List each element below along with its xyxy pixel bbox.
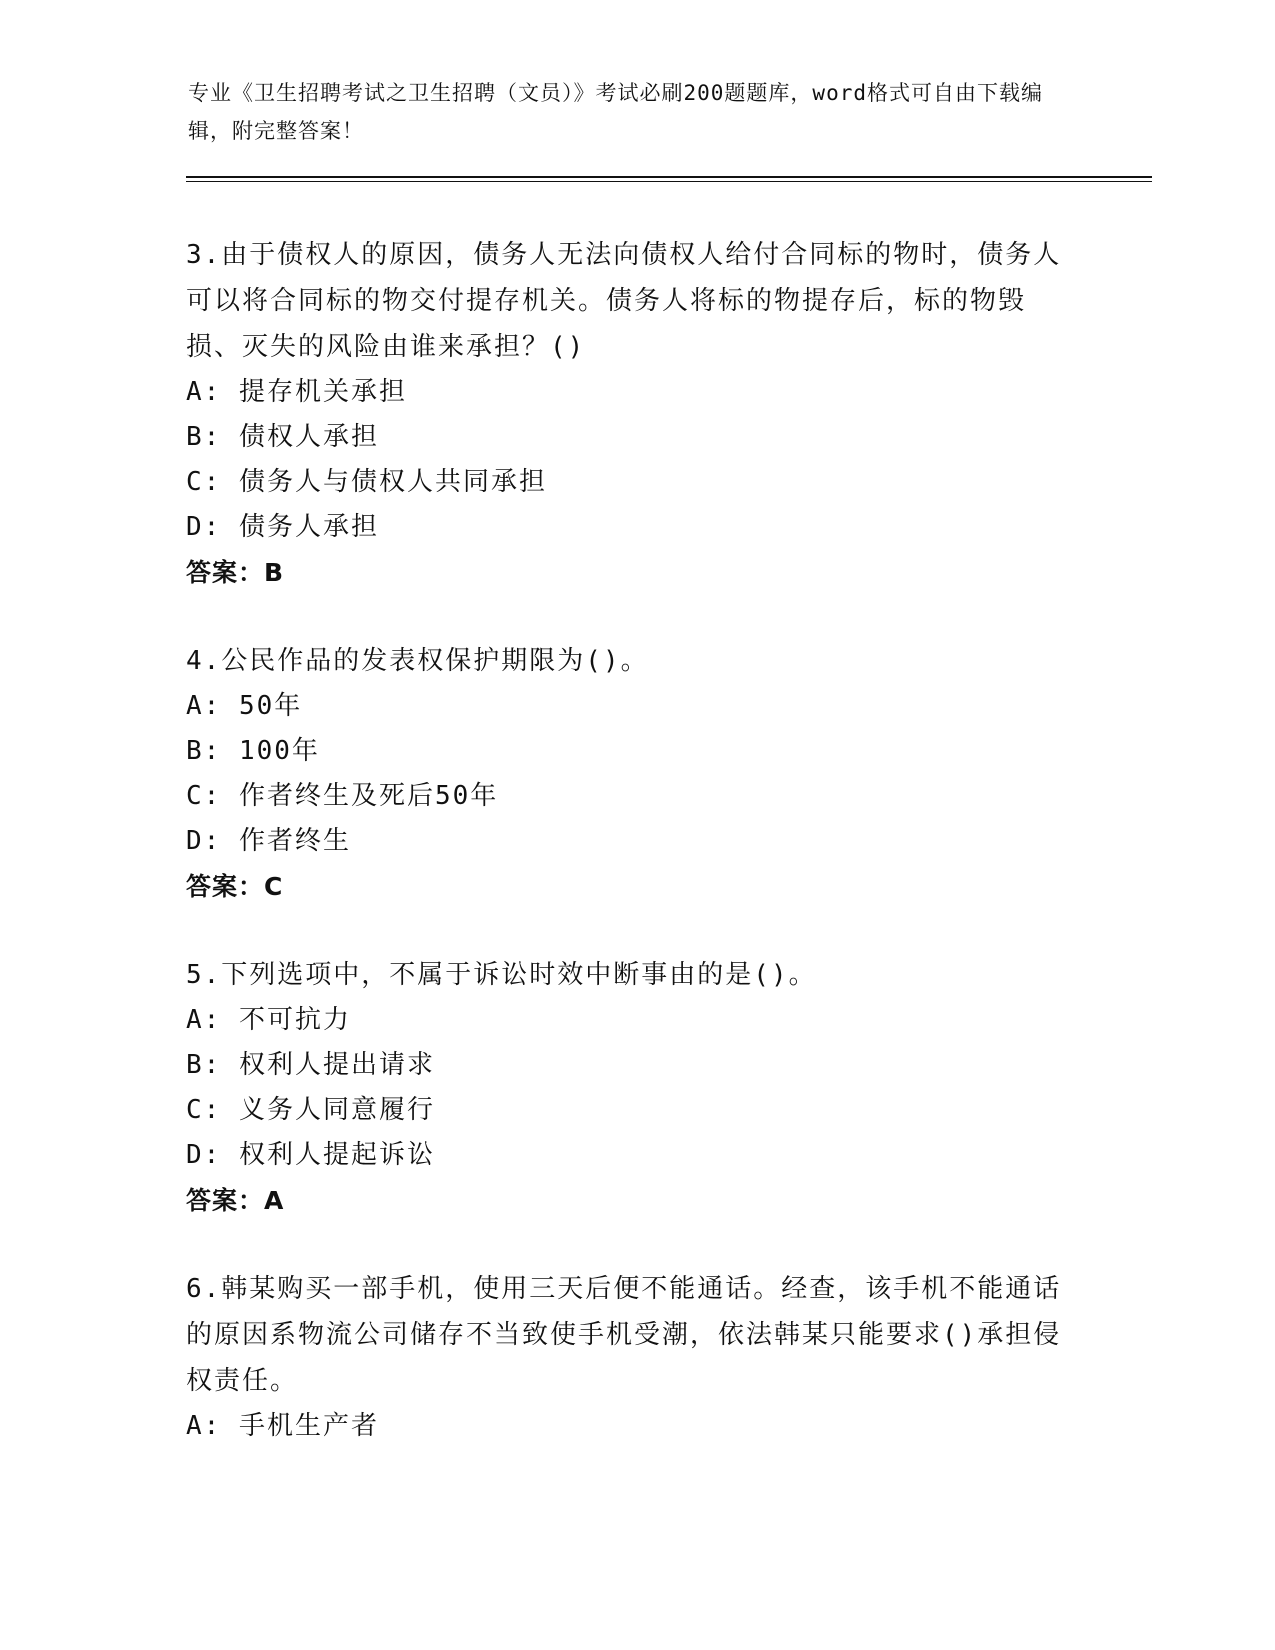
question-stem: 3.由于债权人的原因，债务人无法向债权人给付合同标的物时，债务人可以将合同标的物交付提存机关。债务人将标的物提存后，标的物毁损、灭失的风险由谁来承担？() xyxy=(186,240,1062,362)
question-5 xyxy=(186,952,1066,1223)
option-a: A: 不可抗力 xyxy=(186,1005,351,1035)
option-d: D: 作者终生 xyxy=(186,826,351,856)
option-d: D: 权利人提起诉讼 xyxy=(186,1140,435,1170)
option-b: B: 100年 xyxy=(186,736,320,766)
option-a: A: 手机生产者 xyxy=(186,1411,379,1441)
question-stem: 5.下列选项中，不属于诉讼时效中断事由的是()。 xyxy=(186,960,817,990)
answer-line: 答案：C xyxy=(186,872,284,901)
option-c: C: 债务人与债权人共同承担 xyxy=(186,467,547,497)
document-header: 专业《卫生招聘考试之卫生招聘（文员）》考试必刷200题题库，word格式可自由下载编辑，附完整答案！ xyxy=(188,81,1043,143)
question-stem: 4.公民作品的发表权保护期限为()。 xyxy=(186,646,649,676)
question-stem: 6.韩某购买一部手机，使用三天后便不能通话。经查，该手机不能通话的原因系物流公司储存不当致使手机受潮，依法韩某只能要求()承担侵权责任。 xyxy=(186,1274,1062,1396)
answer-line: 答案：B xyxy=(186,558,285,587)
question-3 xyxy=(186,232,1066,595)
header-divider-thick xyxy=(186,176,1152,178)
option-b: B: 债权人承担 xyxy=(186,422,379,452)
option-c: C: 作者终生及死后50年 xyxy=(186,781,499,811)
option-d: D: 债务人承担 xyxy=(186,512,379,542)
option-a: A: 提存机关承担 xyxy=(186,377,407,407)
header-divider-thin xyxy=(186,181,1152,182)
option-b: B: 权利人提出请求 xyxy=(186,1050,435,1080)
option-a: A: 50年 xyxy=(186,691,303,721)
answer-line: 答案：A xyxy=(186,1186,285,1215)
question-6 xyxy=(186,1266,1066,1449)
option-c: C: 义务人同意履行 xyxy=(186,1095,435,1125)
question-4 xyxy=(186,638,1066,909)
question-list xyxy=(186,232,1066,1492)
